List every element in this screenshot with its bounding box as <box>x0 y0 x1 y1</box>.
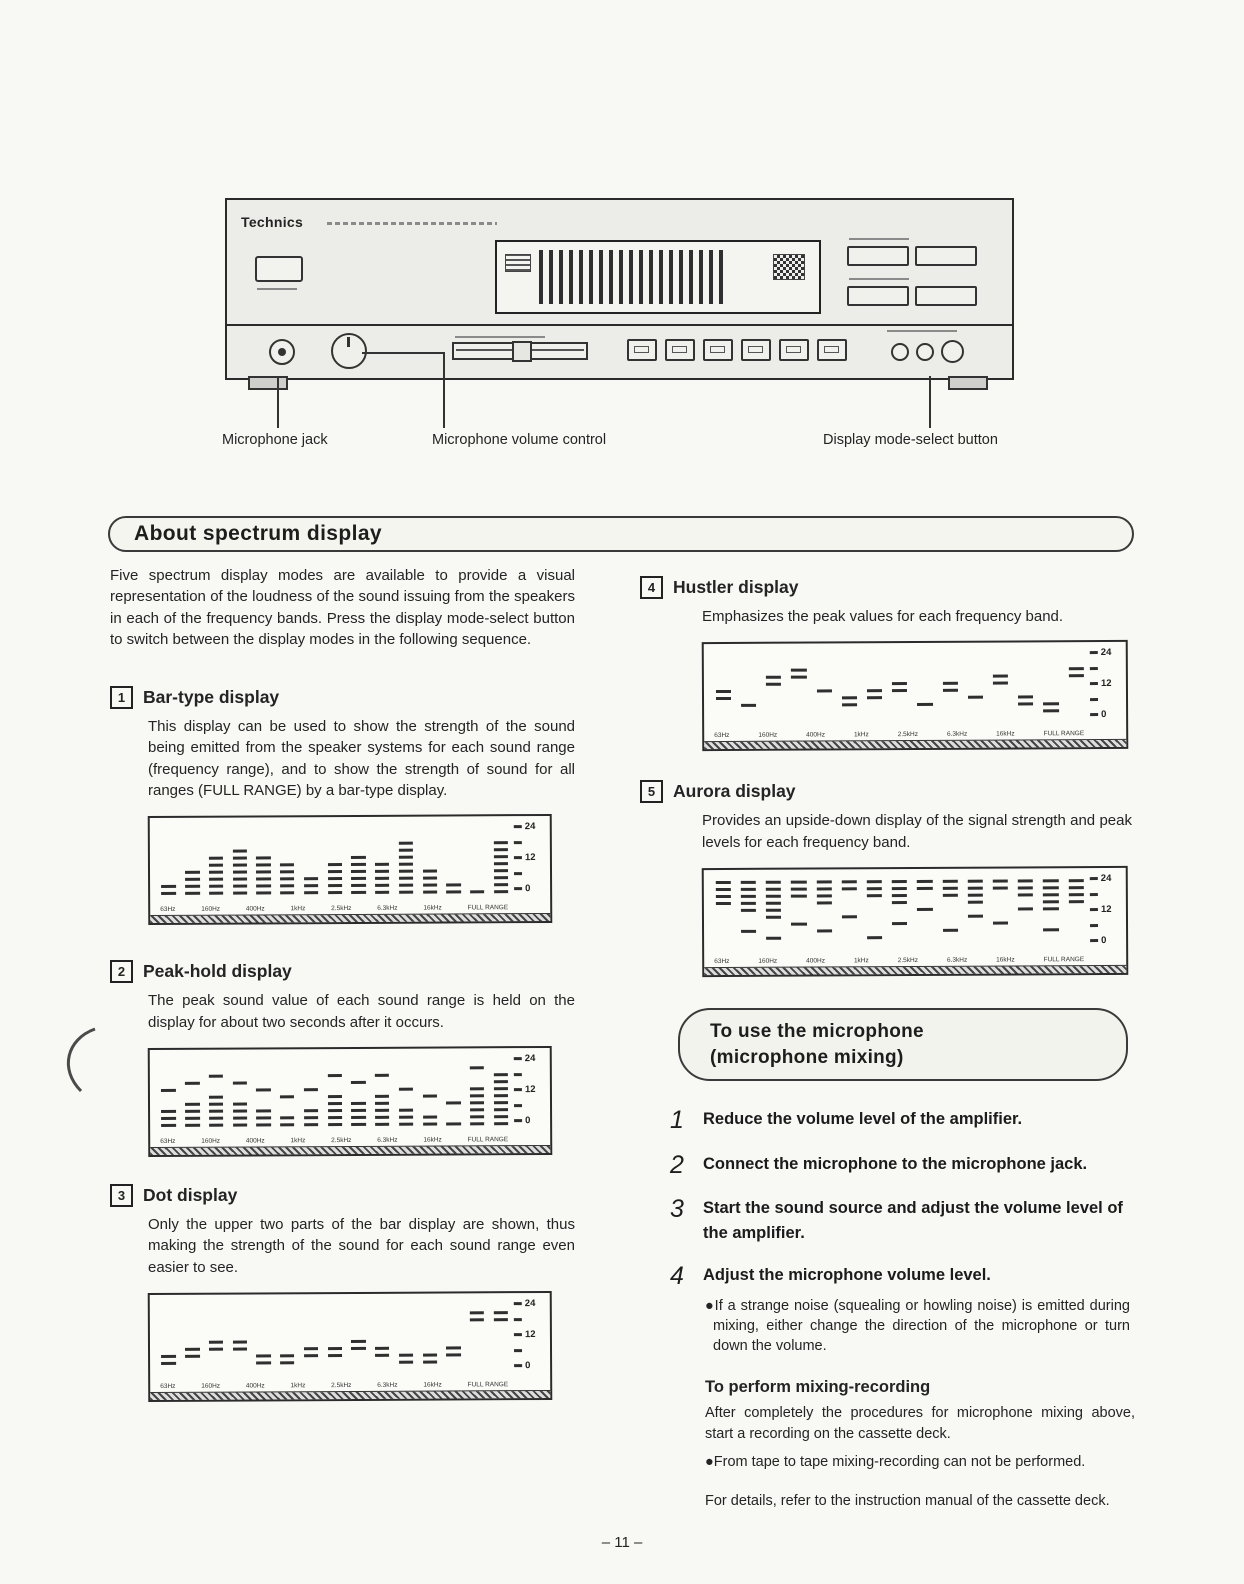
callout-line-volume-horizontal <box>362 352 445 354</box>
slider-label-line <box>455 336 545 338</box>
mixing-recording-footer: For details, refer to the instruction manual of the cassette deck. <box>705 1492 1110 1509</box>
spectrum-scale: 24 12 0 <box>1090 873 1123 946</box>
display-mode-select-button <box>891 343 909 361</box>
step-number: 2 <box>670 1150 684 1179</box>
mode-dot <box>110 1184 575 1401</box>
display-base-hatch <box>150 1145 550 1155</box>
brand-label: Technics <box>241 214 304 230</box>
button-label-line <box>849 238 909 240</box>
microphone-volume-knob <box>331 333 367 369</box>
mode-number-box: 1 <box>110 686 133 709</box>
step-1 <box>640 1107 1137 1135</box>
panel-button <box>847 246 909 266</box>
panel-button <box>847 286 909 306</box>
step-4-note: ●If a strange noise (squealing or howling noise) is emitted during mixing, either change the direction of the microphone or turn down the volume. <box>705 1298 1130 1355</box>
mode-heading <box>110 960 575 983</box>
device-foot <box>948 376 988 390</box>
step-number: 1 <box>670 1106 684 1135</box>
scan-artifact-mark <box>55 1025 100 1095</box>
display-base-hatch <box>150 913 550 923</box>
mode-title: Dot display <box>143 1184 238 1205</box>
display-bars <box>539 250 725 304</box>
mode-heading <box>110 686 575 709</box>
spectrum-scale: 24 12 0 <box>514 1298 547 1371</box>
mode-number-box: 5 <box>640 780 663 803</box>
callout-display-mode-select: Display mode-select button <box>823 432 998 448</box>
mode-body: The peak sound value of each sound range is held on the display for about two seconds after it occurs. <box>148 992 575 1031</box>
selector-button <box>627 339 657 361</box>
selector-button <box>817 339 847 361</box>
balance-slider <box>452 342 588 360</box>
step-4 <box>640 1263 1137 1291</box>
frequency-labels: 63Hz 160Hz 400Hz 1kHz 2.5kHz 6.3kHz 16kHz FULL RANGE <box>714 956 1085 965</box>
spectrum-columns <box>158 1298 512 1373</box>
section-banner-microphone <box>678 1008 1128 1081</box>
step-text: Reduce the volume level of the amplifier. <box>703 1110 1023 1129</box>
spectrum-display-aurora <box>702 866 1129 977</box>
right-column <box>640 576 1137 1511</box>
spectrum-scale: 24 12 0 <box>1090 647 1123 720</box>
callout-line-display-mode <box>929 376 931 428</box>
button-label-line <box>887 330 957 332</box>
page-number: – 11 – <box>601 1534 643 1551</box>
spectrum-display-hustler <box>702 640 1129 751</box>
spectrum-display-bar-type <box>148 814 553 925</box>
intro-paragraph: Five spectrum display modes are available to provide a visual representation of the loudness of the sound issuing from the speakers in each of the frequency bands. Press the display mode-select button to switch between the display modes in the following sequence. <box>110 567 575 648</box>
step-number: 3 <box>670 1195 684 1224</box>
panel-round-button <box>941 340 964 363</box>
selector-button <box>779 339 809 361</box>
spectrum-columns <box>712 647 1088 722</box>
callout-line-mic-jack <box>277 376 279 428</box>
section-banner-text: About spectrum display <box>134 522 383 545</box>
mode-body: Only the upper two parts of the bar display are shown, thus making the strength of the sound for each sound range even easier to see. <box>148 1215 575 1276</box>
mode-title: Bar-type display <box>143 687 280 708</box>
panel-small-button <box>916 343 934 361</box>
frequency-labels: 63Hz 160Hz 400Hz 1kHz 2.5kHz 6.3kHz 16kHz FULL RANGE <box>160 904 509 914</box>
mic-banner-line1: To use the microphone <box>710 1020 924 1042</box>
section-banner-spectrum <box>108 516 1134 552</box>
mic-banner-line2: (microphone mixing) <box>710 1046 904 1068</box>
panel-divider <box>227 324 1012 326</box>
mode-bar-type <box>110 686 575 924</box>
spectrum-display-dot <box>148 1291 553 1402</box>
equalizer-front-panel-figure <box>225 198 1014 380</box>
selector-button <box>703 339 733 361</box>
mixing-recording-body: After completely the procedures for microphone mixing above, start a recording on the cassette deck. <box>705 1405 1135 1442</box>
step-text: Start the sound source and adjust the volume level of the amplifier. <box>703 1199 1123 1242</box>
panel-button <box>915 246 977 266</box>
step-3 <box>640 1196 1137 1246</box>
callout-microphone-volume: Microphone volume control <box>432 432 607 448</box>
mode-heading <box>110 1184 575 1207</box>
mode-body: Provides an upside-down display of the signal strength and peak levels for each frequency band. <box>702 812 1132 851</box>
step-text: Adjust the microphone volume level. <box>703 1265 991 1284</box>
microphone-banner-wrap <box>678 1008 1137 1081</box>
spectrum-columns <box>158 822 512 897</box>
spectrum-columns <box>712 873 1088 948</box>
frequency-labels: 63Hz 160Hz 400Hz 1kHz 2.5kHz 6.3kHz 16kHz FULL RANGE <box>160 1381 509 1390</box>
mode-number-box: 3 <box>110 1184 133 1207</box>
mode-heading <box>640 576 1137 599</box>
spectrum-columns <box>158 1053 512 1128</box>
mode-peak-hold <box>110 960 575 1156</box>
spectrum-display-window <box>495 240 821 314</box>
callout-line-volume-vertical <box>443 352 445 428</box>
step-2 <box>640 1152 1137 1180</box>
callout-microphone-jack: Microphone jack <box>222 432 328 448</box>
mode-hustler <box>640 576 1137 750</box>
display-indicator <box>505 254 531 272</box>
mode-aurora <box>640 780 1137 976</box>
spectrum-display-peak-hold <box>148 1046 553 1157</box>
frequency-labels: 63Hz 160Hz 400Hz 1kHz 2.5kHz 6.3kHz 16kHz FULL RANGE <box>160 1136 509 1145</box>
display-base-hatch <box>704 739 1126 749</box>
mode-body: This display can be used to show the strength of the sound being emitted from the speaker systems for each sound range (frequency range), and to show the strength of sound for all ranges (FULL RANGE) by a bar-type display. <box>148 718 575 800</box>
mode-number-box: 4 <box>640 576 663 599</box>
mode-title: Aurora display <box>673 781 796 802</box>
spectrum-scale: 24 12 0 <box>514 1053 547 1126</box>
mode-number-box: 2 <box>110 960 133 983</box>
mode-body: Emphasizes the peak values for each frequency band. <box>702 608 1064 625</box>
mixing-recording-bullet: ●From tape to tape mixing-recording can not be performed. <box>705 1454 1086 1471</box>
microphone-jack <box>269 339 295 365</box>
step-number: 4 <box>670 1261 684 1290</box>
microphone-steps <box>640 1107 1137 1356</box>
device-foot <box>248 376 288 390</box>
power-button-label-line <box>257 288 297 290</box>
button-label-line <box>849 278 909 280</box>
mode-title: Peak-hold display <box>143 961 292 982</box>
panel-button <box>915 286 977 306</box>
display-base-hatch <box>704 965 1126 975</box>
selector-button <box>665 339 695 361</box>
frequency-labels: 63Hz 160Hz 400Hz 1kHz 2.5kHz 6.3kHz 16kHz FULL RANGE <box>714 730 1085 740</box>
model-text-illegible <box>327 222 497 225</box>
spectrum-scale: 24 12 0 <box>514 821 547 894</box>
display-checker-pattern <box>773 254 805 280</box>
power-button <box>255 256 303 282</box>
display-base-hatch <box>150 1390 550 1400</box>
selector-button <box>741 339 771 361</box>
mode-heading <box>640 780 1137 803</box>
mode-title: Hustler display <box>673 577 799 597</box>
mixing-recording-title: To perform mixing-recording <box>705 1378 931 1397</box>
step-text: Connect the microphone to the microphone jack. <box>703 1154 1088 1173</box>
left-column <box>110 565 575 1401</box>
